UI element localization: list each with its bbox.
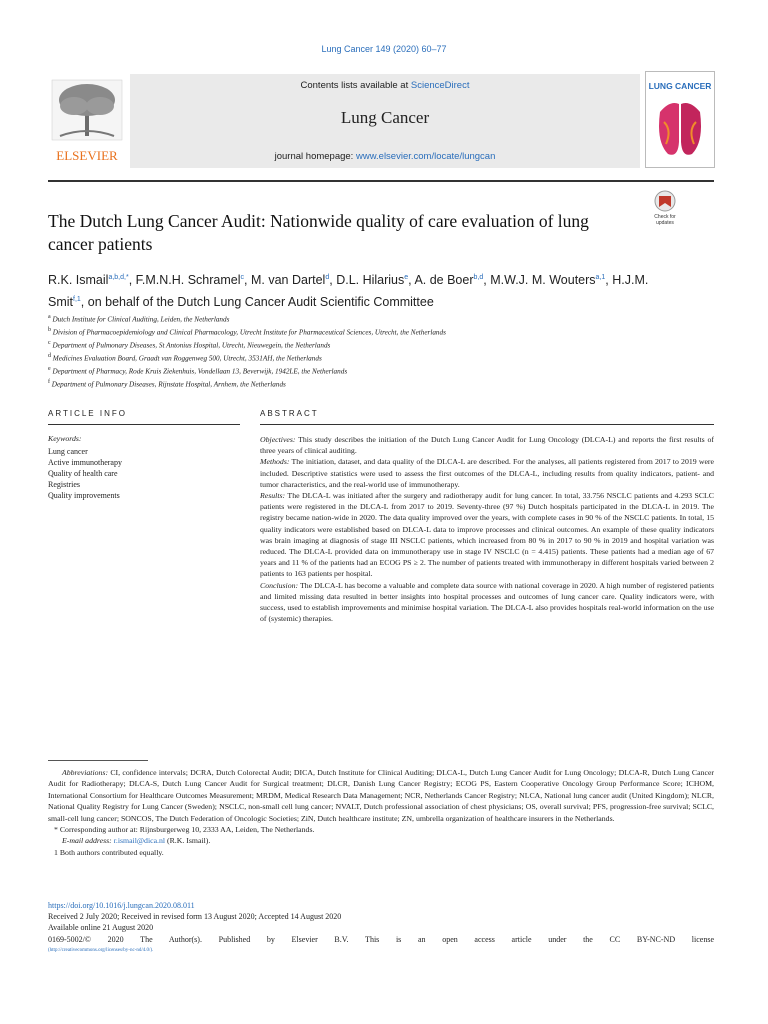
header-rule: [48, 180, 714, 182]
affiliation: $^b$ Division of Pharmacoepidemiology and Clinical Pharmacology, Utrecht Institute for Pharmaceutical Sciences, Utrecht, the Netherlands: [48, 326, 446, 337]
keyword: Active immunotherapy: [48, 458, 122, 467]
svg-text:Check for: Check for: [654, 214, 676, 220]
affiliation: $^a$ Dutch Institute for Clinical Auditing, Leiden, the Netherlands: [48, 314, 230, 324]
affiliation: $^c$ Department of Pulmonary Diseases, St Antonius Hospital, Utrecht, Nieuwegein, the Netherlands: [48, 339, 331, 350]
article-title: The Dutch Lung Cancer Audit: Nationwide quality of care evaluation of lung cancer patients: [48, 211, 589, 254]
homepage-link[interactable]: www.elsevier.com/locate/lungcan: [355, 151, 496, 162]
author[interactable]: A. de Boer$^{b,d}$: [414, 273, 484, 288]
keyword: Quality improvements: [48, 491, 120, 500]
publication-info: [48, 900, 714, 956]
abbreviations-footnote: Abbreviations: CI, confidence intervals; DCRA, Dutch Colorectal Audit; DICA, Dutch Institute for Clinical Auditing; DLCA-L, Dutch Lung Cancer Audit for Lung Oncology; DLCA-R, Dutch Lung Cancer Audit for Radiotherapy; DLCA-S, Dutch Lung Cancer Audit for Surgical treatment; DLCR, Danish Lung Cancer Registry; ECOG PS, Eastern Cooperative Oncology Group Performance Score; ICHOM, International Consortium for Healthcare Outcomes Measurement; MRDM, Medical Research Data Management; NCR, Netherlands Cancer Registry; NLCA, National lung cancer audit (United Kingdom); NLCR, National Quality Registry for Lung Cancer (Sweden); NSCLC, non-small cell lung cancer; NVALT, Dutch professional association of chest physicians; OS, overall survival; PFS, progression-free survival; SCLC, small-cell lung cancer; SONCOS, The Dutch Federation of Oncologic Societies; ZiN, Dutch healthcare institute; ZN, umbrella organization of healthcare insurers in the Netherlands.: [48, 768, 714, 823]
author[interactable]: F.M.N.H. Schramel$^c$: [135, 273, 245, 288]
authors-suffix: on behalf of the Dutch Lung Cancer Audit Scientific Committee: [87, 295, 434, 310]
check-for-updates-icon[interactable]: [648, 189, 682, 227]
footnote-rule: [48, 760, 148, 761]
author[interactable]: M. van Dartel$^d$: [250, 273, 330, 288]
footnotes: [48, 767, 714, 858]
abstract-objectives: Objectives: This study describes the initiation of the Dutch Lung Cancer Audit for Lung Oncology (DLCA-L) and reports the first results of three years of clinical auditing.: [260, 435, 714, 456]
author[interactable]: H.J.M. Smit$^{f,1}$: [48, 273, 649, 310]
received-dates: Received 2 July 2020; Received in revised form 13 August 2020; Accepted 14 August 2020: [48, 912, 342, 922]
keywords-label: Keywords:: [48, 434, 82, 443]
abstract-heading: ABSTRACT: [260, 409, 319, 418]
homepage-prefix: journal homepage:: [274, 151, 356, 162]
elsevier-wordmark: ELSEVIER: [56, 148, 118, 163]
abstract-rule: [260, 424, 714, 425]
abstract-results: Results: The DLCA-L was initiated after the surgery and radiotherapy audit for lung cancer. In total, 33.756 NSCLC patients and 4.293 SCLC patients were registered in the DLCA-L from 2017 to 2019. Seventy-three (97 %) Dutch hospitals participated in the DLCA-L in 2019. The registry became nation-wide in 2020. The data quality improved over the years, with complete cases in 90 % of the NSCLC patients. In total, 15 quality indicators were established based on DLCA-L data to improve processes and clinical outcomes. An example of these quality indicators was brain imaging at diagnosis of stage III NSCLC patients, which increased from 80 % in 2017 to 90 % in 2019 and hospital variation was reduced. The DLCA-L provided data on immunotherapy use in stage IV NSCLC (n = 4.415) patients. These patients had a median age of 67 years and 11 % of the patients had an ECOG PS ≥ 2. The number of patients treated with immunotherapy in different hospitals varied between 2 patients to 163 patients per hospital.: [260, 491, 714, 579]
contents-prefix: Contents lists available at: [300, 80, 411, 91]
elsevier-logo: [48, 76, 126, 166]
email-link[interactable]: r.ismail@dica.nl: [113, 836, 166, 846]
email-footnote: E-mail address: r.ismail@dica.nl (R.K. Ismail).: [62, 836, 211, 846]
abstract-body: [260, 434, 714, 624]
affiliation: $^d$ Medicines Evaluation Board, Graadt van Roggenweg 500, Utrecht, 3531AH, the Netherlands: [48, 352, 322, 363]
svg-text:updates: updates: [656, 220, 674, 226]
author[interactable]: R.K. Ismail$^{a,b,d,*}$: [48, 273, 129, 288]
author[interactable]: M.W.J. M. Wouters$^{a,1}$: [490, 273, 606, 288]
abstract-methods: Methods: The initiation, dataset, and data quality of the DLCA-L are described. For the analyses, all patients registered from 2017 to 2019 were included. Descriptive statistics were used to assess the first outcomes of the DLCA-L, including results from quality indicators, patient- and tumor characteristics, and the real-world use of immunotherapy.: [260, 457, 714, 489]
keywords-list: [48, 446, 122, 501]
license-text: 0169-5002/© 2020 The Author(s). Published by Elsevier B.V. This is an open access article under the CC BY-NC-ND license: [48, 934, 714, 944]
affiliation: $^e$ Department of Pharmacy, Rode Kruis Ziekenhuis, Vondellaan 13, Beverwijk, 1942LE, the Netherlands: [48, 365, 348, 376]
keyword: Lung cancer: [48, 447, 88, 456]
article-info-heading: ARTICLE INFO: [48, 409, 127, 418]
keyword: Registries: [48, 480, 80, 489]
abstract-conclusion: Conclusion: The DLCA-L has become a valuable and complete data source with national coverage in 2020. A high number of registered patients and limited missing data resulted in better insights into hospital processes and outcomes of lung cancer care. Quality indicators were, with success, used to establish improvements and minimise hospital variation. The DLCA-L also provides hospitals real-world information on the use of (systemic) therapies.: [260, 580, 714, 624]
journal-title: Lung Cancer: [340, 108, 430, 127]
contribution-footnote: 1 Both authors contributed equally.: [54, 847, 164, 857]
cover-title: LUNG CANCER: [648, 81, 712, 91]
keyword: Quality of health care: [48, 469, 118, 478]
license-link[interactable]: (http://creativecommons.org/licenses/by-nc-nd/4.0/).: [48, 947, 154, 953]
author-list: R.K. Ismail$^{a,b,d,*}$, F.M.N.H. Schramel$^c$, M. van Dartel$^d$, D.L. Hilarius$^e$, A. de Boer$^{b,d}$, M.W.J. M. Wouters$^{a,1}$, H.J.M. Smit$^{f,1}$, on behalf of the Dutch Lung Cancer Audit Scientific Committee: [48, 273, 649, 310]
article-info-rule: [48, 424, 240, 425]
affiliation: $^f$ Department of Pulmonary Diseases, Rijnstate Hospital, Arnhem, the Netherlands: [48, 378, 286, 389]
author[interactable]: D.L. Hilarius$^e$: [336, 273, 409, 288]
corresponding-author-footnote: * Corresponding author at: Rijnsburgerweg 10, 2333 AA, Leiden, The Netherlands.: [54, 825, 315, 835]
available-online: Available online 21 August 2020: [48, 923, 154, 933]
sciencedirect-link[interactable]: ScienceDirect: [410, 80, 470, 91]
affiliation-list: [48, 312, 648, 390]
journal-homepage-line: [130, 151, 640, 162]
contents-line: [130, 80, 640, 91]
doi-link[interactable]: https://doi.org/10.1016/j.lungcan.2020.08.011: [48, 901, 195, 910]
journal-reference[interactable]: Lung Cancer 149 (2020) 60–77: [321, 44, 447, 54]
journal-cover-thumbnail[interactable]: [645, 71, 715, 168]
